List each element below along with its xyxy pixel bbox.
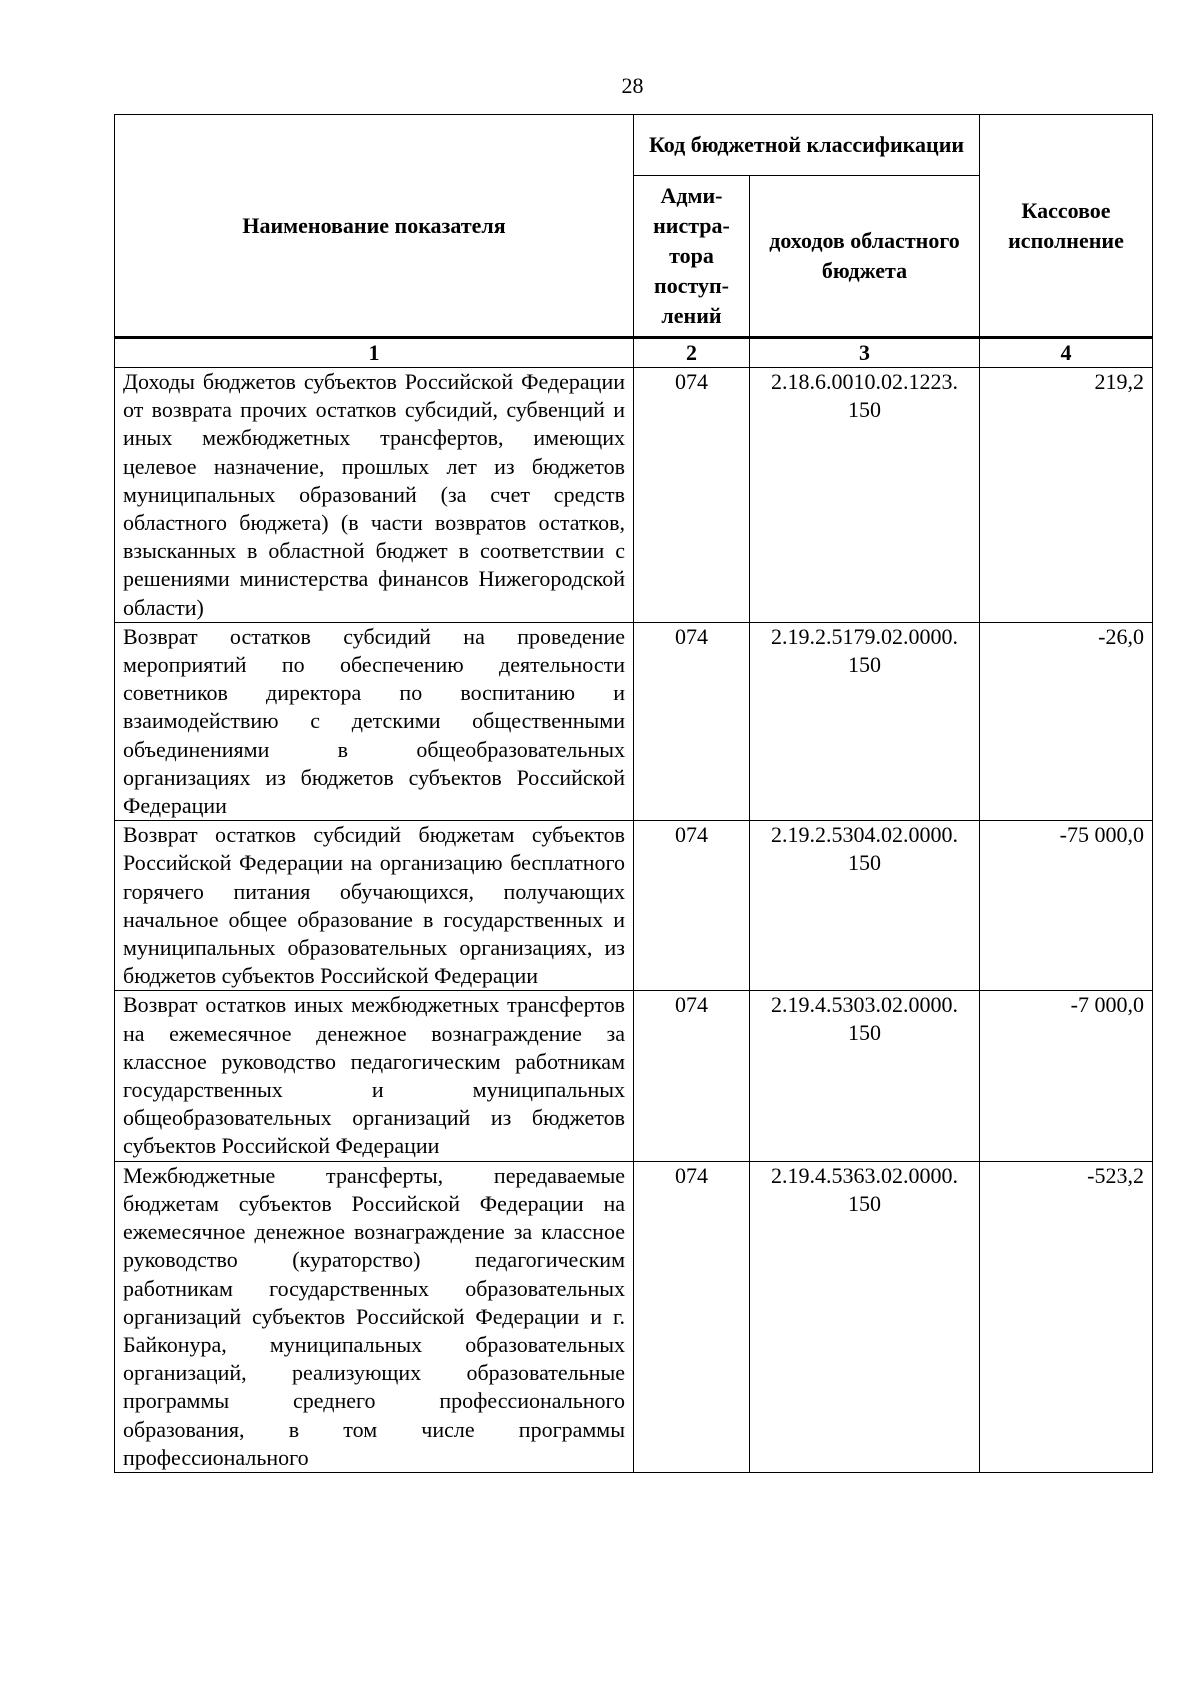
cash-execution-amount: 219,2: [980, 368, 1153, 623]
budget-code-main: 2.18.6.0010.02.1223.: [771, 369, 958, 394]
budget-execution-table: [114, 114, 1153, 1473]
budget-code: [750, 821, 980, 991]
column-numbers-row: [115, 338, 1153, 368]
budget-code: [750, 1161, 980, 1472]
indicator-name: Возврат остатков иных межбюджетных трансфертов на ежемесячное денежное вознаграждение за классное руководство педагогическим работникам государственных и муниципальных общеобразовательных организаций из бюджетов субъектов Российской Федерации: [115, 991, 634, 1161]
budget-code-main: 2.19.2.5304.02.0000.: [771, 822, 958, 848]
administrator-code: 074: [634, 991, 750, 1161]
column-number: 2: [634, 338, 750, 368]
budget-code-main: 2.19.4.5303.02.0000.: [771, 992, 958, 1018]
budget-code-suffix: 150: [848, 397, 881, 422]
cash-execution-amount: -7 000,0: [980, 991, 1153, 1161]
budget-code-suffix: 150: [848, 1190, 881, 1216]
administrator-code: 074: [634, 821, 750, 991]
administrator-code: 074: [634, 1161, 750, 1472]
column-number: 1: [115, 338, 634, 368]
column-number: 4: [980, 338, 1153, 368]
budget-code-main: 2.19.4.5363.02.0000.: [771, 1162, 958, 1188]
table-row: [115, 1161, 1153, 1472]
indicator-name: Возврат остатков субсидий на проведение мероприятий по обеспечению деятельности советников директора по воспитанию и взаимодействию с детскими общественными объединениями в общеобразовательных организациях из бюджетов субъектов Российской Федерации: [115, 622, 634, 820]
budget-code-main: 2.19.2.5179.02.0000.: [771, 623, 958, 649]
cash-execution-amount: -523,2: [980, 1161, 1153, 1472]
table-row: [115, 991, 1153, 1161]
cash-execution-amount: -26,0: [980, 622, 1153, 820]
indicator-name: Возврат остатков субсидий бюджетам субъектов Российской Федерации на организацию бесплатного горячего питания обучающихся, получающих начальное общее образование в государственных и муниципальных образовательных организациях, из бюджетов субъектов Российской Федерации: [115, 821, 634, 991]
table-row: [115, 821, 1153, 991]
table-row: [115, 622, 1153, 820]
administrator-code: 074: [634, 622, 750, 820]
header-regional-budget-income: доходов областного бюджета: [750, 176, 980, 338]
header-cash-execution: Кассовое исполнение: [980, 115, 1153, 338]
budget-code: [750, 622, 980, 820]
administrator-code: 074: [634, 368, 750, 623]
table-row: [115, 368, 1153, 623]
budget-code-suffix: 150: [848, 651, 881, 677]
budget-code: [750, 991, 980, 1161]
budget-code: [750, 368, 980, 623]
column-number: 3: [750, 338, 980, 368]
cash-execution-amount: -75 000,0: [980, 821, 1153, 991]
budget-code-suffix: 150: [848, 1020, 881, 1046]
budget-code-suffix: 150: [848, 850, 881, 876]
indicator-name: Межбюджетные трансферты, передаваемые бюджетам субъектов Российской Федерации на ежемесячное денежное вознаграждение за классное руководство (кураторство) педагогическим работникам государственных образовательных организаций субъектов Российской Федерации и г. Байконура, муниципальных образовательных организаций, реализующих образовательные программы среднего профессионального образования, в том числе программы профессионального: [115, 1161, 634, 1472]
indicator-name: Доходы бюджетов субъектов Российской Федерации от возврата прочих остатков субсидий, субвенций и иных межбюджетных трансфертов, имеющих целевое назначение, прошлых лет из бюджетов муниципальных образований (за счет средств областного бюджета) (в части возвратов остатков, взысканных в областной бюджет в соответствии с решениями министерства финансов Нижегородской области): [115, 368, 634, 623]
header-budget-classification-code: Код бюджетной классификации: [634, 115, 980, 176]
header-indicator-name: Наименование показателя: [115, 115, 634, 338]
page-number: 28: [621, 73, 644, 98]
header-revenue-administrator: Адми-нистра-тора поступ-лений: [634, 176, 750, 338]
